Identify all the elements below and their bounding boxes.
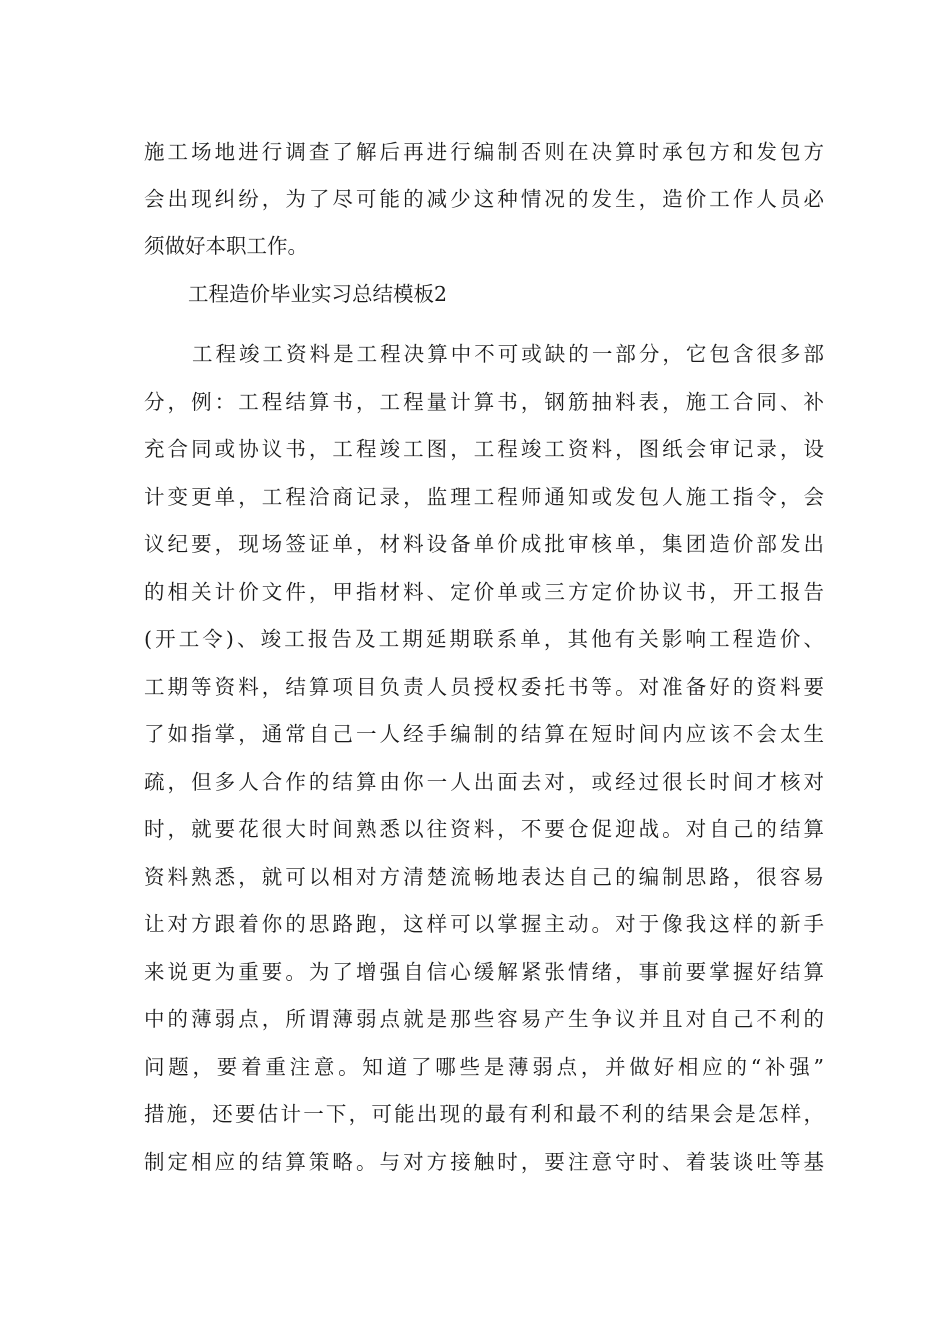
text-line: (开工令)、竣工报告及工期延期联系单，其他有关影响工程造价、 xyxy=(144,627,824,651)
text-line: 问题，要着重注意。知道了哪些是薄弱点，并做好相应的“补强” xyxy=(144,1054,824,1079)
text-line: 时，就要花很大时间熟悉以往资料，不要仓促迎战。对自己的结算 xyxy=(144,817,824,841)
text-line: 须做好本职工作。 xyxy=(144,234,308,258)
text-line: 计变更单，工程洽商记录，监理工程师通知或发包人施工指令，会 xyxy=(144,484,824,509)
text-line: 措施，还要估计一下，可能出现的最有利和最不利的结果会是怎样， xyxy=(144,1102,824,1126)
text-line: 工期等资料，结算项目负责人员授权委托书等。对准备好的资料要 xyxy=(144,674,824,699)
heading-text: 工程造价毕业实习总结模板2 xyxy=(188,282,448,306)
text-line: 了如指掌，通常自己一人经手编制的结算在短时间内应该不会太生 xyxy=(144,722,824,746)
text-line: 会出现纠纷，为了尽可能的减少这种情况的发生，造价工作人员必 xyxy=(144,187,824,211)
text-line: 制定相应的结算策略。与对方接触时，要注意守时、着装谈吐等基 xyxy=(144,1149,824,1174)
text-line: 的相关计价文件，甲指材料、定价单或三方定价协议书，开工报告 xyxy=(144,579,824,604)
text-line: 资料熟悉，就可以相对方清楚流畅地表达自己的编制思路，很容易 xyxy=(144,864,824,889)
text-line: 议纪要，现场签证单，材料设备单价成批审核单，集团造价部发出 xyxy=(144,532,824,556)
text-line: 中的薄弱点，所谓薄弱点就是那些容易产生争议并且对自己不利的 xyxy=(144,1007,824,1031)
text-line: 让对方跟着你的思路跑，这样可以掌握主动。对于像我这样的新手 xyxy=(144,912,824,936)
text-line: 工程竣工资料是工程决算中不可或缺的一部分，它包含很多部 xyxy=(192,342,824,366)
text-line: 疏，但多人合作的结算由你一人出面去对，或经过很长时间才核对 xyxy=(144,769,824,794)
text-line: 施工场地进行调查了解后再进行编制否则在决算时承包方和发包方 xyxy=(144,140,824,164)
text-line: 分，例：工程结算书，工程量计算书，钢筋抽料表，施工合同、补 xyxy=(144,389,824,414)
text-line: 充合同或协议书，工程竣工图，工程竣工资料，图纸会审记录，设 xyxy=(144,437,824,461)
text-line: 来说更为重要。为了增强自信心缓解紧张情绪，事前要掌握好结算 xyxy=(144,959,824,984)
